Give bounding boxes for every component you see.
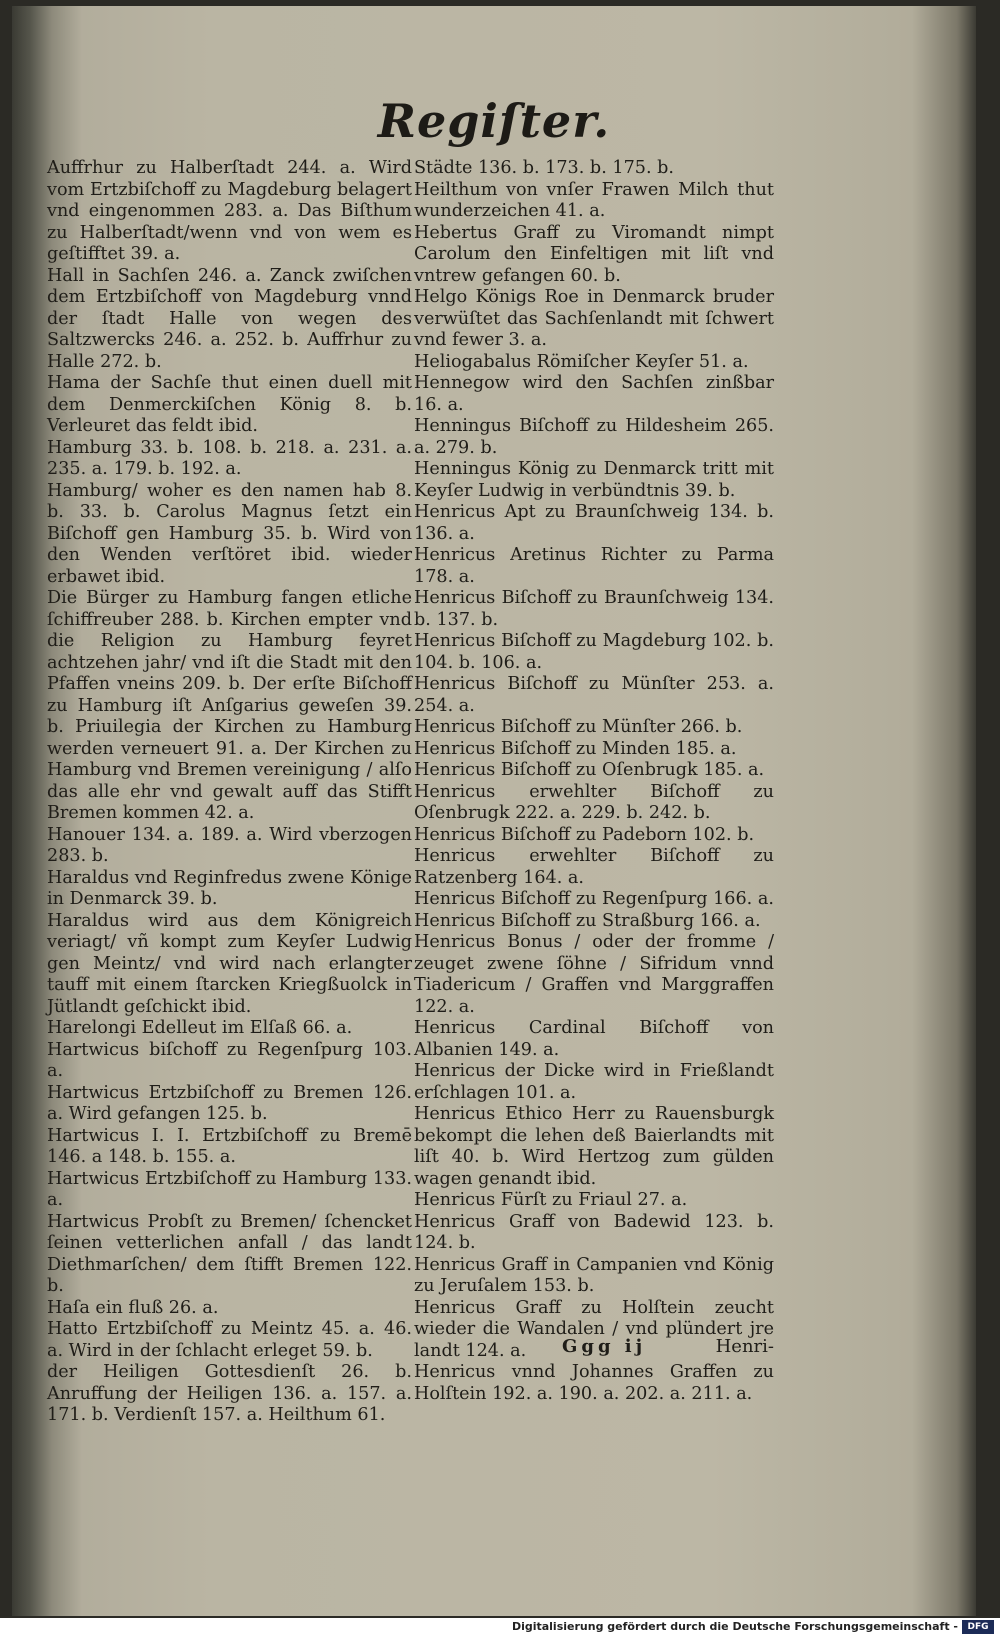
register-entry: der Heiligen Gottesdienſt 26. b. Anruffung der Heiligen 136. a. 157. a. 171. b. Verdienſt 157. a. Heilthum 61. [47, 1362, 412, 1425]
register-entry: Henricus Cardinal Biſchoff von Albanien 149. a. [414, 1018, 774, 1060]
register-entry: Henricus Graff in Campanien vnd König zu Jeruſalem 153. b. [414, 1254, 774, 1296]
register-entry: Hennegow wird den Sachſen zinßbar 16. a. [414, 373, 774, 415]
register-entry: Hamburg/ woher es den namen hab 8. b. 33. b. Carolus Magnus ſetzt ein Biſchoff gen Hamburg 35. b. Wird von den Wenden verſtöret ibid. wieder erbawet ibid. [47, 480, 412, 587]
register-entry: Henningus König zu Denmarck tritt mit Keyſer Ludwig in verbündtnis 39. b. [414, 459, 774, 501]
register-entry: Henricus Graff von Badewid 123. b. 124. b. [414, 1211, 774, 1253]
register-entry: Hanouer 134. a. 189. a. Wird vberzogen 283. b. [47, 824, 412, 866]
register-column-left [47, 158, 412, 1427]
register-entry: Die Bürger zu Hamburg fangen etliche ſchiffreuber 288. b. Kirchen empter vnd die Religion zu Hamburg feyret achtzehen jahr/ vnd iſt die Stadt mit den Pfaffen vneins 209. b. Der erſte Biſchoff zu Hamburg iſt Anſgarius geweſen 39. b. Priuilegia der Kirchen zu Hamburg werden verneuert 91. a. Der Kirchen zu Hamburg vnd Bremen vereinigung / alſo das alle ehr vnd gewalt auff das Stifft Bremen kommen 42. a. [47, 588, 412, 823]
register-entry: Henricus Ethico Herr zu Rauensburgk bekompt die lehen deß Baierlandts mit liſt 40. b. Wird Hertzog zum gülden wagen genandt ibid. [414, 1104, 774, 1189]
register-entry: Hartwicus Ertzbiſchoff zu Hamburg 133. a. [47, 1168, 412, 1210]
register-entry: Heliogabalus Römiſcher Keyſer 51. a. [414, 351, 749, 372]
register-entry: Henricus Aretinus Richter zu Parma 178. a. [414, 545, 774, 587]
register-entry: Henricus Biſchoff zu Braunſchweig 134. b. 137. b. [414, 588, 774, 630]
register-entry: Henricus Graff zu Holſtein zeucht wieder die Wandalen / vnd plündert jre landt 124. a. [414, 1297, 774, 1361]
register-entry: Henricus Fürſt zu Friaul 27. a. [414, 1190, 688, 1210]
digitization-credit: Digitalisierung gefördert durch die Deutsche Forschungsgemeinschaft - [511, 1620, 958, 1633]
register-entry: Hall in Sachſen 246. a. Zanck zwiſchen dem Ertzbiſchoff von Magdeburg vnnd der ſtadt Halle von wegen des Saltzwercks 246. a. 252. b. Auffrhur zu Halle 272. b. [47, 265, 412, 372]
register-entry: Hartwicus Ertzbiſchoff zu Bremen 126. a. Wird gefangen 125. b. [47, 1082, 412, 1124]
register-entry: Henricus Biſchoff zu Münſter 253. a. 254. a. [414, 674, 774, 716]
register-entry: Hebertus Graff zu Viromandt nimpt Carolum den Einfeltigen mit liſt vnd vntrew gefangen 60. b. [414, 222, 774, 286]
book-page [12, 6, 976, 1616]
register-entry: Henricus erwehlter Biſchoff zu Ratzenberg 164. a. [414, 846, 774, 888]
register-entry: Hatto Ertzbiſchoff zu Meintz 45. a. 46. a. Wird in der ſchlacht erleget 59. b. [47, 1319, 412, 1361]
register-entry: Henricus Biſchoff zu Oſenbrugk 185. a. [414, 760, 765, 780]
register-entry: Henricus erwehlter Biſchoff zu Oſenbrugk 222. a. 229. b. 242. b. [414, 781, 774, 823]
register-entry: Henricus Biſchoff zu Padeborn 102. b. [414, 824, 755, 845]
credit-bar [0, 1618, 1000, 1636]
register-entry: Hartwicus Probſt zu Bremen/ ſchencket ſeinen vetterlichen anfall / das landt Diethmarſchen/ dem ſtifft Bremen 122. b. [47, 1211, 412, 1296]
register-column-right [414, 158, 774, 1405]
register-entry: Haraldus wird aus dem Königreich veriagt/ vñ kompt zum Keyſer Ludwig gen Meintz/ vnd wird nach erlangter tauff mit einem ſtarcken Kriegßuolck in Jütlandt geſchickt ibid. [47, 910, 412, 1017]
register-entry: Henricus Biſchoff zu Magdeburg 102. b. 104. b. 106. a. [414, 631, 774, 673]
register-entry: Henricus Biſchoff zu Münſter 266. b. [414, 717, 743, 737]
register-entry: Auffrhur zu Halberſtadt 244. a. Wird vom Ertzbiſchoff zu Magdeburg belagert vnd eingenommen 283. a. Das Biſthum zu Halberſtadt/wenn vnd von wem es geſtifftet 39. a. [47, 158, 412, 264]
page-title: Regiſter. [377, 94, 611, 148]
register-entry: Henningus Biſchoff zu Hildesheim 265. a. 279. b. [414, 416, 774, 458]
dfg-logo: DFG [962, 1620, 994, 1634]
register-entry: Hartwicus biſchoff zu Regenſpurg 103. a. [47, 1039, 412, 1081]
page-footer [414, 1336, 774, 1360]
register-entry: Helgo Königs Roe in Denmarck bruder verwüſtet das Sachſenlandt mit ſchwert vnd fewer 3. a. [414, 287, 774, 350]
register-entry: Heilthum von vnſer Frawen Milch thut wunderzeichen 41. a. [414, 179, 774, 221]
gathering-signature: Ggg ij [562, 1336, 647, 1357]
register-entry: Haſa ein fluß 26. a. [47, 1297, 219, 1318]
register-entry: Hamburg 33. b. 108. b. 218. a. 231. a. 235. a. 179. b. 192. a. [47, 437, 412, 479]
register-entry: Hama der Sachſe thut einen duell mit dem Denmerckiſchen König 8. b. Verleuret das feldt ibid. [47, 373, 412, 436]
register-entry: Henricus Bonus / oder der fromme / zeuget zwene ſöhne / Sifridum vnnd Tiadericum / Graffen vnd Marggraffen 122. a. [414, 932, 774, 1017]
register-entry: Harelongi Edelleut im Elſaß 66. a. [47, 1018, 353, 1038]
register-entry: Henricus Apt zu Braunſchweig 134. b. 136. a. [414, 502, 774, 544]
register-entry: Henricus Biſchoff zu Regenſpurg 166. a. [414, 889, 774, 909]
register-entry: Henricus vnnd Johannes Graffen zu Holſtein 192. a. 190. a. 202. a. 211. a. [414, 1362, 774, 1404]
register-entry: Haraldus vnd Reginfredus zwene Könige in Denmarck 39. b. [47, 867, 412, 909]
register-entry: Städte 136. b. 173. b. 175. b. [414, 158, 674, 178]
register-entry: Hartwicus I. I. Ertzbiſchoff zu Bremē 146. a 148. b. 155. a. [47, 1125, 412, 1167]
register-entry: Henricus der Dicke wird in Frießlandt erſchlagen 101. a. [414, 1061, 774, 1103]
catchword: Henri- [715, 1336, 774, 1357]
register-entry: Henricus Biſchoff zu Straßburg 166. a. [414, 910, 761, 931]
register-entry: Henricus Biſchoff zu Minden 185. a. [414, 738, 737, 759]
